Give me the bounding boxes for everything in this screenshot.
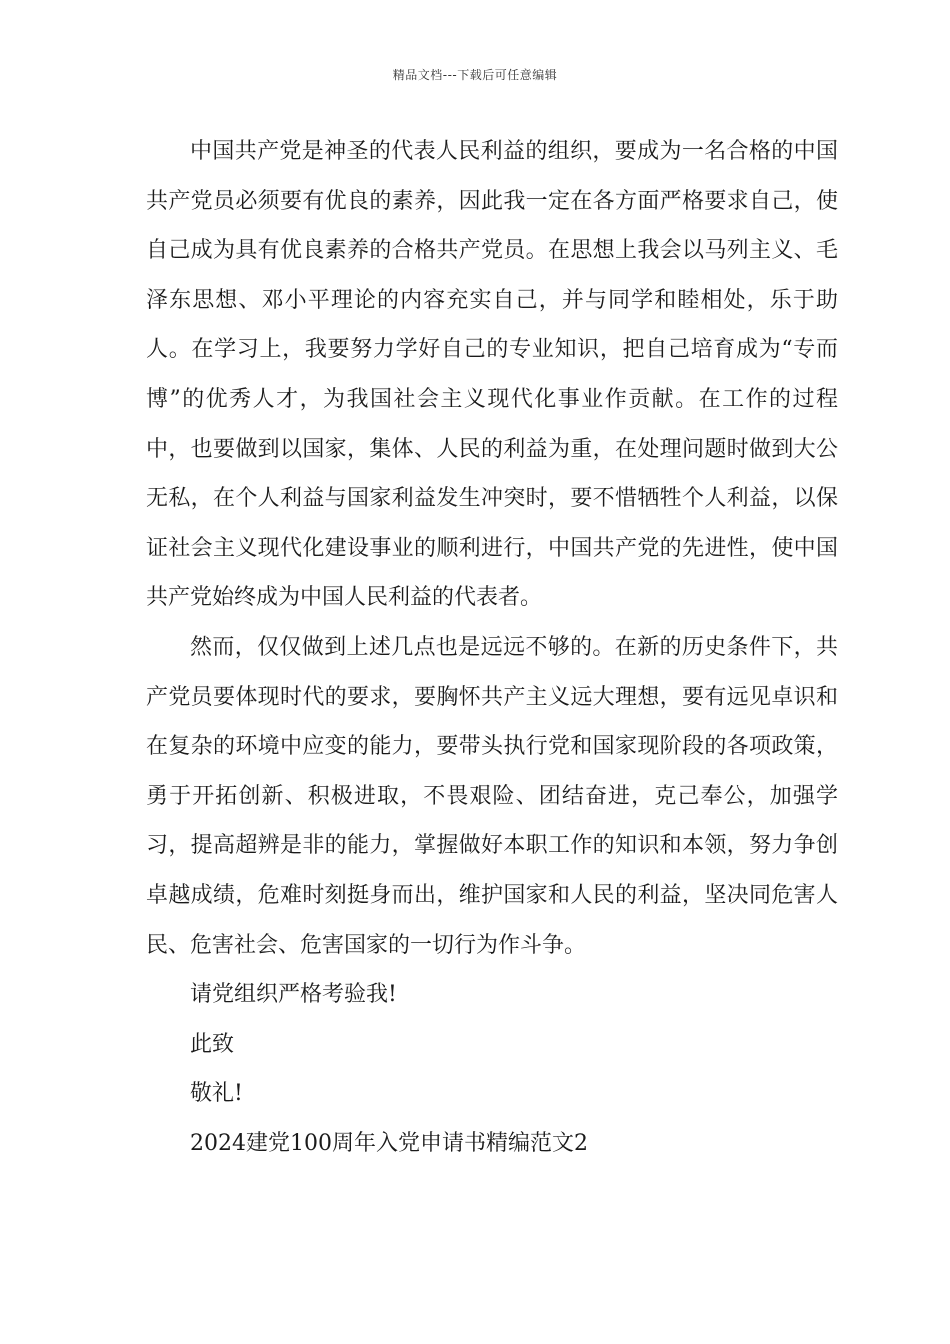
paragraph-2: 然而，仅仅做到上述几点也是远远不够的。在新的历史条件下，共产党员要体现时代的要求，要胸怀共产主义远大理想，要有远见卓识和在复杂的环境中应变的能力，要带头执行党和国家现阶段的各项政策，勇于开拓创新、积极进取，不畏艰险、团结奋进，克己奉公，加强学习，提高超辨是非的能力，掌握做好本职工作的知识和本领，努力争创卓越成绩，危难时刻挺身而出，维护国家和人民的利益，坚决同危害人民、危害社会、危害国家的一切行为作斗争。 [146,634,838,958]
closing-respect: 敬礼! [190,1081,243,1107]
closing-request: 请党组织严格考验我! [190,982,397,1008]
document-body [146,127,838,1168]
next-section-title: 2024建党100周年入党申请书精编范文2 [190,1130,588,1156]
closing-salutation: 此致 [190,1031,235,1057]
page-header: 精品文档---下载后可任意编辑 [392,68,558,82]
paragraph-1: 中国共产党是神圣的代表人民利益的组织，要成为一名合格的中国共产党员必须要有优良的素养，因此我一定在各方面严格要求自己，使自己成为具有优良素养的合格共产党员。在思想上我会以马列主义、毛泽东思想、邓小平理论的内容充实自己，并与同学和睦相处，乐于助人。在学习上，我要努力学好自己的专业知识，把自己培育成为“专而博”的优秀人才，为我国社会主义现代化事业作贡献。在工作的过程中，也要做到以国家，集体、人民的利益为重，在处理问题时做到大公无私，在个人利益与国家利益发生冲突时，要不惜牺牲个人利益，以保证社会主义现代化建设事业的顺利进行，中国共产党的先进性，使中国共产党始终成为中国人民利益的代表者。 [146,139,838,611]
